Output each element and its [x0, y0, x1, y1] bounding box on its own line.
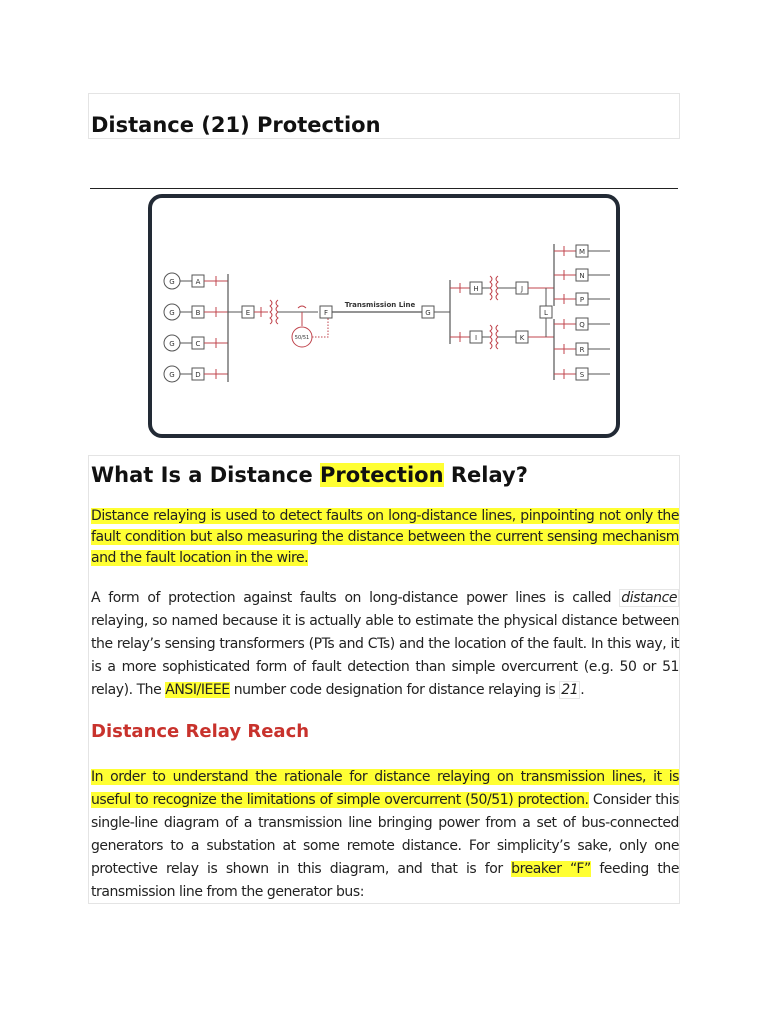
breaker-i-label: I: [474, 334, 478, 342]
heading-highlight: Protection: [320, 463, 444, 487]
single-line-diagram: [148, 194, 620, 438]
breaker-l-label: L: [544, 309, 548, 317]
gen-label: G: [169, 278, 175, 286]
title-box: [88, 93, 680, 139]
section-heading: What Is a Distance Protection Relay?: [91, 463, 528, 487]
breaker-label: S: [579, 371, 585, 379]
article-section: [88, 455, 680, 904]
breaker-label: R: [579, 346, 585, 354]
divider: [90, 188, 678, 189]
breaker-e-label: E: [245, 309, 251, 317]
body-paragraph-2: In order to understand the rationale for distance relaying on transmission lines, it is useful to recognize the limitations of simple overcurrent (50/51) protection. Consider this single-line diagram of a transmission line bringing power from a set of bus-connected generators to a substation at some remote distance. For simplicity’s sake, only one protective relay is shown in this diagram, and that is for breaker “F” feeding the transmission line from the generator bus:: [91, 769, 679, 900]
term-distance: distance: [621, 590, 677, 606]
transmission-line-label: Transmission Line: [344, 301, 416, 309]
breaker-label: C: [195, 340, 201, 348]
breaker-label: D: [195, 371, 201, 379]
breaker-label: P: [579, 296, 585, 304]
breaker-h-label: H: [473, 285, 479, 293]
breaker-f-highlight: breaker “F”: [511, 861, 591, 877]
gen-label: G: [169, 340, 175, 348]
breaker-j-label: J: [520, 285, 524, 293]
relay-label: 50/51: [294, 335, 310, 341]
subheading-relay-reach: Distance Relay Reach: [91, 721, 310, 742]
page-title: Distance (21) Protection: [91, 113, 381, 137]
breaker-label: Q: [579, 321, 585, 329]
code-21: 21: [561, 682, 579, 698]
breaker-f-label: F: [323, 309, 329, 317]
body-paragraph-1: A form of protection against faults on long-distance power lines is called distance relaying, so named because it is actually able to estimate the physical distance between the relay’s sensing transformers (PTs and CTs) and the location of the fault. In this way, it is a more sophisticated form of fault detection than simple overcurrent (e.g. 50 or 51 relay). The ANSI/IEEE number code designation for distance relaying is 21 .: [91, 590, 679, 698]
intro-highlight: Distance relaying is used to detect faults on long-distance lines, pinpointing not only the fault condition but also measuring the distance between the current sensing mechanism and the fault location in the wire.: [91, 508, 679, 566]
breaker-label: M: [578, 248, 586, 256]
reach-highlight: In order to understand the rationale for distance relaying on transmission lines, it is useful to recognize the limitations of simple overcurrent (50/51) protection.: [91, 769, 679, 808]
ansi-highlight: ANSI/IEEE: [165, 682, 230, 698]
breaker-k-label: K: [519, 334, 525, 342]
breaker-label: B: [195, 309, 201, 317]
breaker-g-label: G: [425, 309, 431, 317]
breaker-label: A: [195, 278, 201, 286]
gen-label: G: [169, 309, 175, 317]
gen-label: G: [169, 371, 175, 379]
breaker-label: N: [579, 272, 585, 280]
intro-paragraph: [91, 506, 679, 569]
